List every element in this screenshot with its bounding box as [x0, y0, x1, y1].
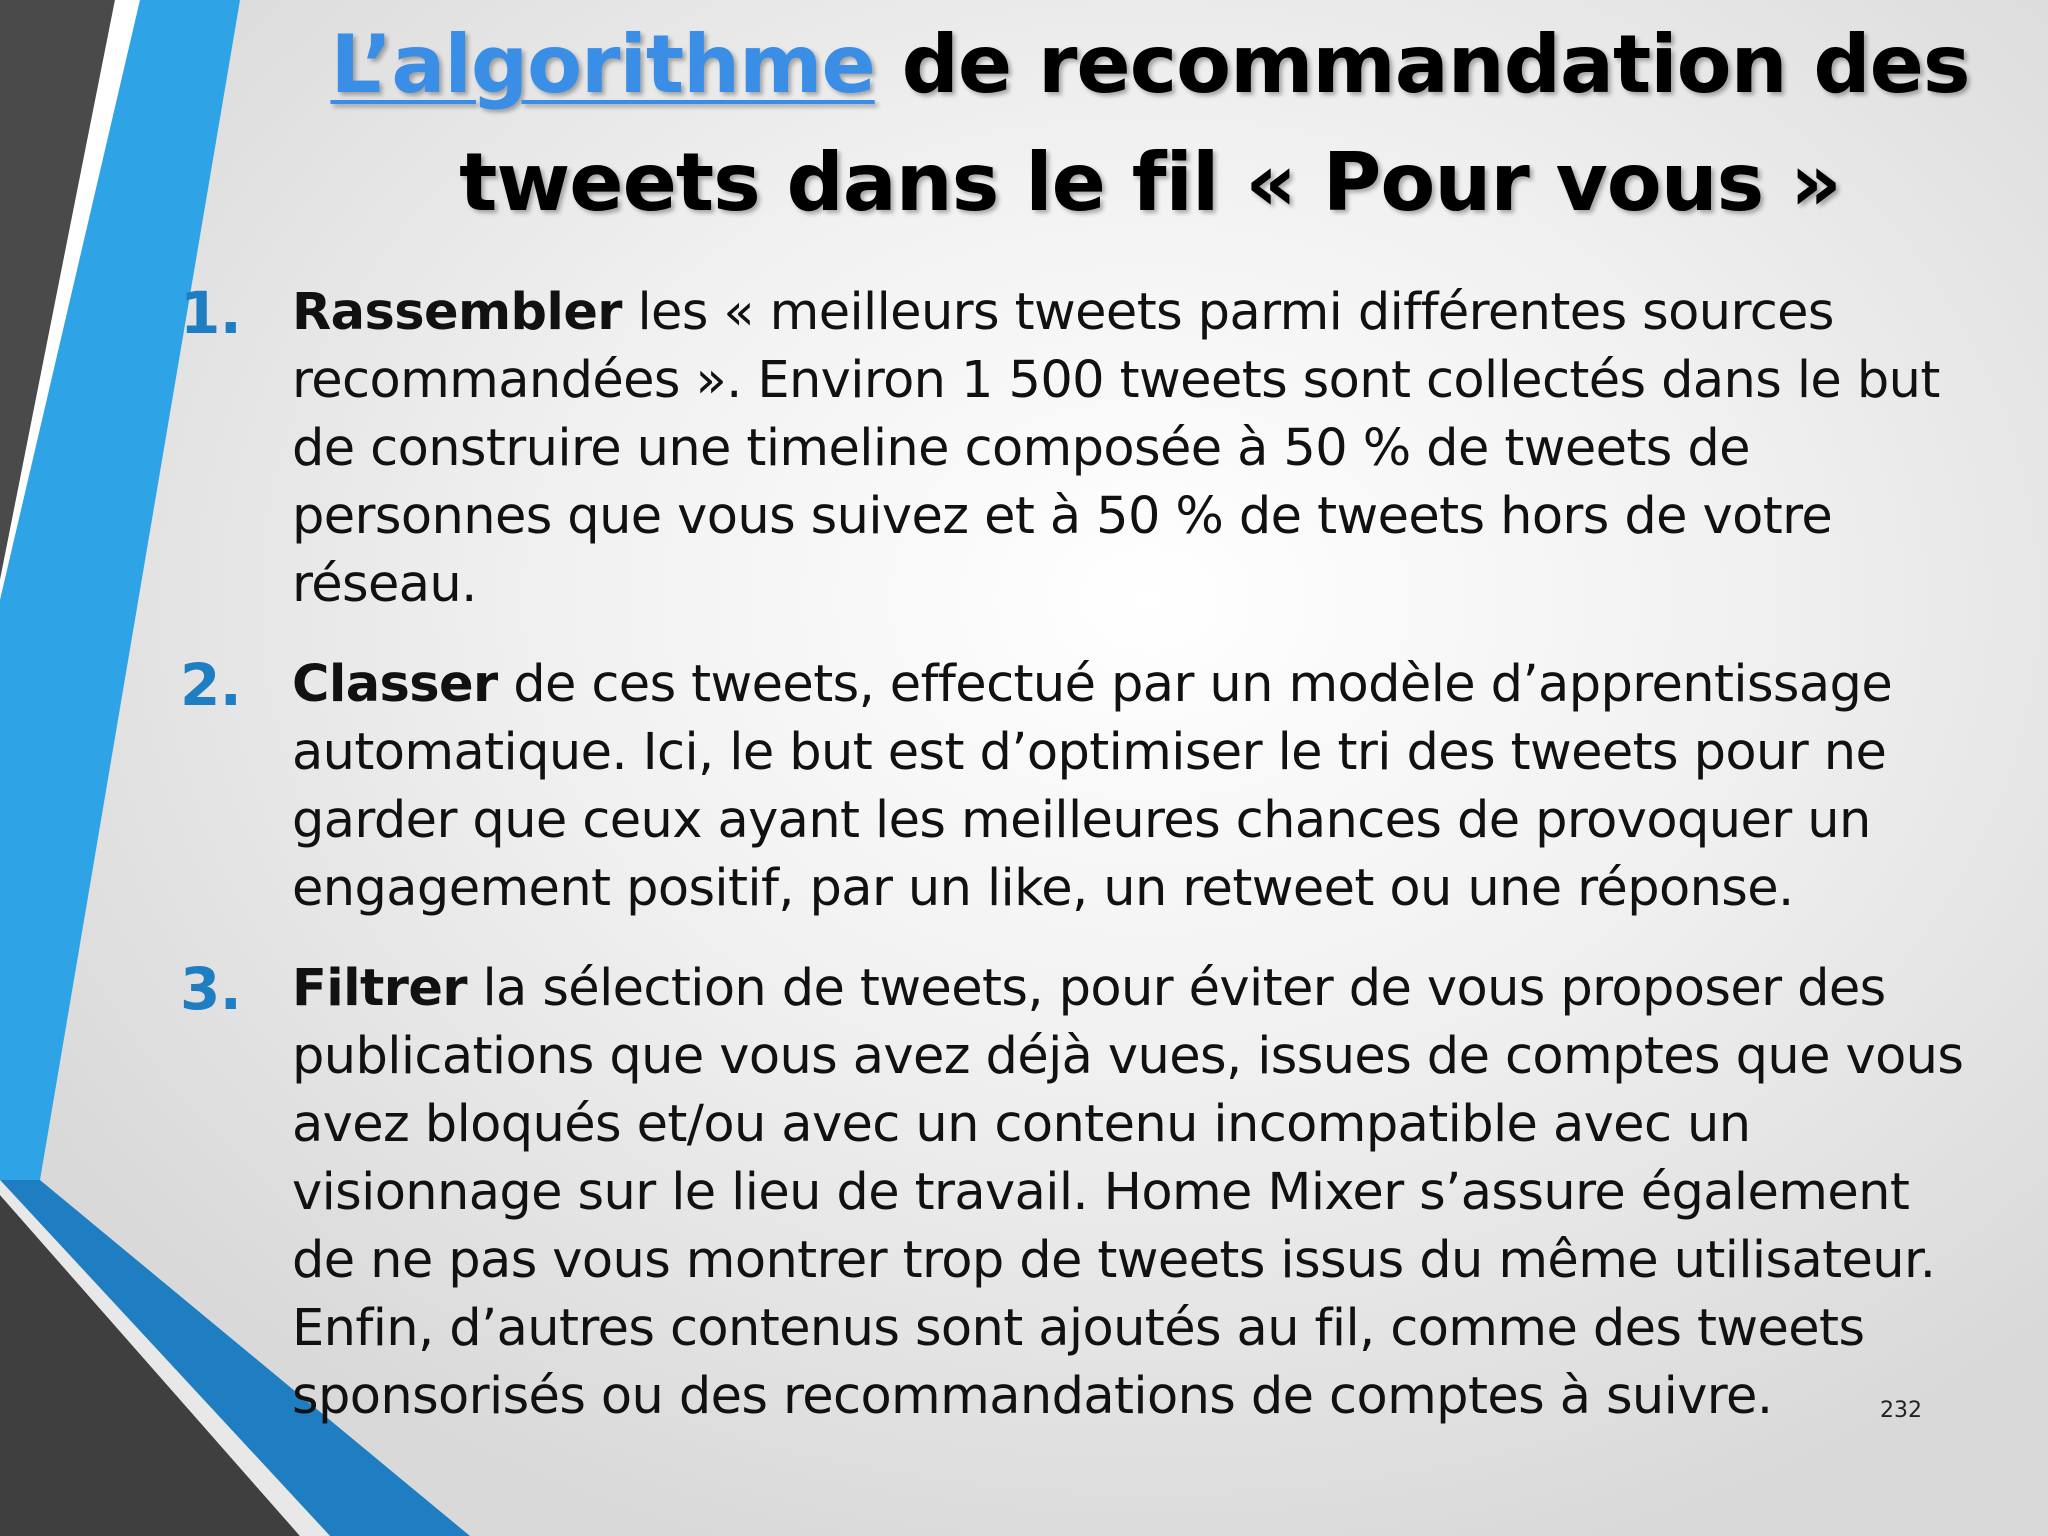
list-item-body: la sélection de tweets, pour éviter de vous proposer des publications que vous avez déjà vues, issues de comptes que vous avez bloqués et/ou avec un contenu incompatible avec un visionnage sur le lieu de travail. Home Mixer s’assure également de ne pas vous montrer trop de tweets issus du même utilisateur. Enfin, d’autres contenus sont ajoutés au fil, comme des tweets sponsorisés ou des recommandations de comptes à suivre. — [292, 959, 1964, 1426]
list-number: 2. — [180, 651, 242, 719]
slide-title — [300, 6, 2000, 242]
list-item-body: de ces tweets, effectué par un modèle d’apprentissage automatique. Ici, le but est d’optimiser le tri des tweets pour ne garder que ceux ayant les meilleures chances de provoquer un engagement positif, par un like, un retweet ou une réponse. — [292, 655, 1893, 918]
list-item-keyword: Filtrer — [292, 959, 467, 1018]
list-item — [180, 651, 1980, 923]
list-item-keyword: Classer — [292, 655, 498, 714]
list-item-text — [292, 651, 1980, 923]
list-item-body: les « meilleurs tweets parmi différentes sources recommandées ». Environ 1 500 tweets sont collectés dans le but de construire une timeline composée à 50 % de tweets de personnes que vous suivez et à 50 % de tweets hors de votre réseau. — [292, 283, 1940, 614]
list-item-keyword: Rassembler — [292, 283, 622, 342]
list-number: 3. — [180, 955, 242, 1023]
list-number: 1. — [180, 279, 242, 347]
list-item — [180, 955, 1980, 1431]
list-item-text — [292, 955, 1980, 1431]
list-item — [180, 279, 1980, 619]
numbered-list — [180, 279, 1980, 1431]
title-link[interactable]: L’algorithme — [330, 18, 875, 111]
list-item-text — [292, 279, 1980, 619]
title-rest-line1: de recommandation des — [874, 18, 1970, 111]
title-line2: tweets dans le fil « Pour vous » — [459, 136, 1841, 229]
page-number: 232 — [1880, 1398, 1922, 1423]
